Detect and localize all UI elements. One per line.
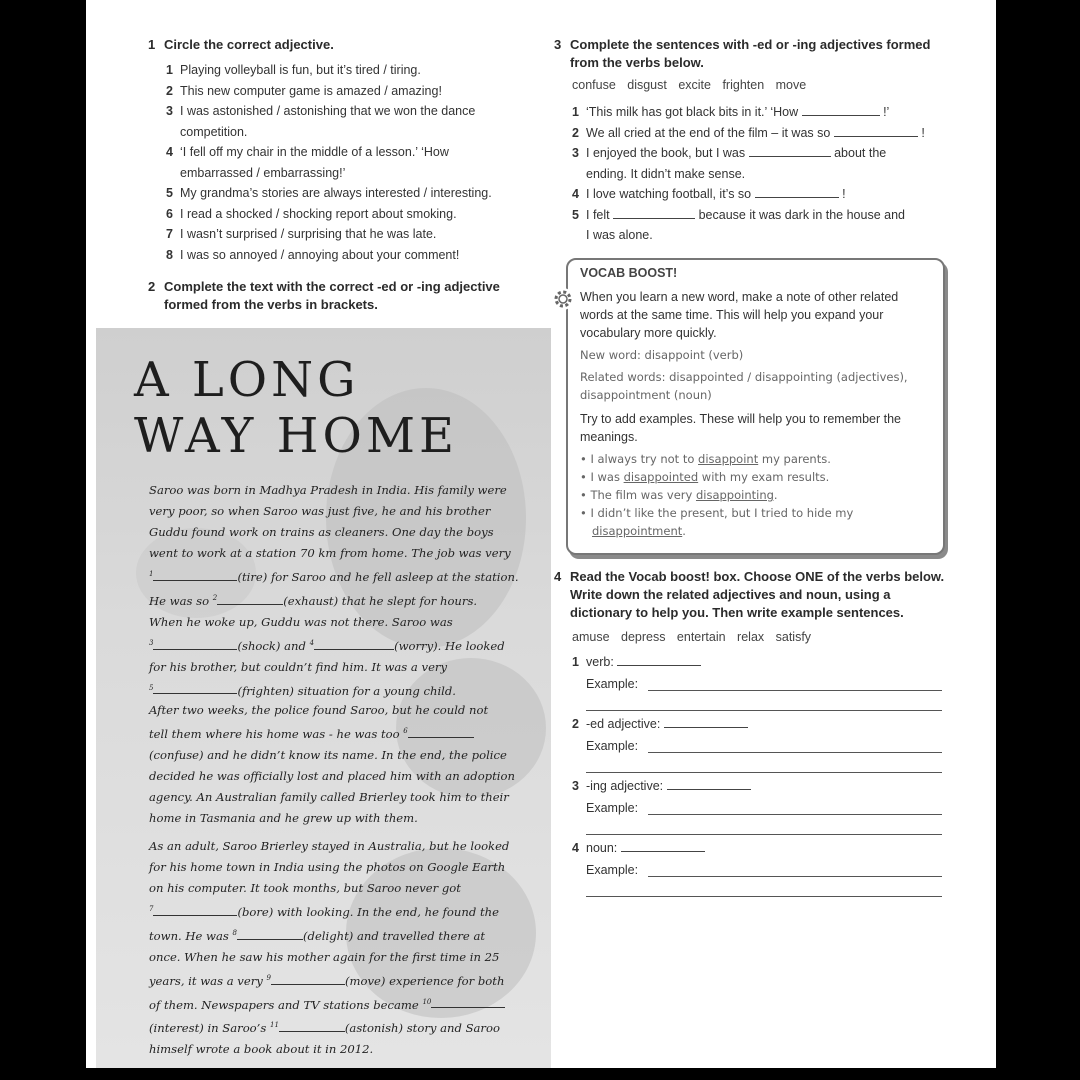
vocab-example: • I was disappointed with my exam results. (580, 470, 830, 484)
example-label: Example: (586, 863, 639, 877)
example-label: Example: (586, 739, 639, 753)
vocab-related-words: Related words: disappointed / disappointing (adjectives), disappointment (noun) (580, 370, 908, 402)
answer-gap[interactable] (271, 973, 345, 985)
ex3-item: 5 I felt because it was dark in the house and (572, 207, 905, 222)
exercise-3-verbs: confuse disgust excite frighten move (572, 78, 807, 92)
answer-line[interactable] (586, 834, 942, 835)
answer-gap[interactable] (834, 124, 918, 137)
ex1-item: 5 My grandma’s stories are always interested / interesting. (166, 186, 492, 200)
ex1-item: 1 Playing volleyball is fun, but it’s tired / tiring. (166, 63, 421, 77)
answer-line[interactable] (648, 876, 942, 877)
ex1-item: 4 ‘I fell off my chair in the middle of a lesson.’ ‘How (166, 145, 449, 159)
exercise-2-title: 2 Complete the text with the correct -ed or -ing adjective formed from the verbs in brackets. (148, 279, 500, 312)
vocab-example: • I didn’t like the present, but I tried to hide my (580, 506, 854, 520)
story-paragraph-2: After two weeks, the police found Saroo, but he could not tell them where his home was - he was too $^6$ (confuse) and he didn’t know its name. In the end, the police decided he was officially lost and placed him with an adoption agency. An Australian family called Brierley took him to their home in Tasmania and he grew up with them. (149, 703, 515, 825)
answer-gap[interactable] (755, 185, 839, 198)
answer-gap[interactable] (613, 206, 695, 219)
example-label: Example: (586, 677, 639, 691)
answer-gap[interactable] (749, 144, 831, 157)
ex1-item: 8 I was so annoyed / annoying about your comment! (166, 247, 460, 262)
example-label: Example: (586, 801, 639, 815)
ex1-item: 2 This new computer game is amazed / amazing! (166, 83, 442, 98)
answer-gap[interactable] (217, 593, 283, 605)
ex3-item: 3 I enjoyed the book, but I was about the (572, 146, 887, 160)
vocab-boost-box (566, 258, 945, 555)
ex1-item: 7 I wasn’t surprised / surprising that he was late. (166, 227, 437, 241)
ex3-item: ending. It didn’t make sense. (586, 166, 746, 181)
worksheet-page (86, 0, 996, 1068)
answer-gap[interactable] (153, 904, 237, 916)
ex4-item: 3 -ing adjective: (572, 776, 751, 797)
answer-line[interactable] (648, 690, 942, 691)
ex3-item: 2 We all cried at the end of the film – it was so ! (572, 125, 925, 140)
vocab-example: • I always try not to disappoint my parents. (580, 452, 831, 466)
answer-gap[interactable] (802, 103, 880, 116)
vocab-example-list: • I always try not to disappoint my parents. • I was disappointed with my exam results. • The film was very disappointing. • I didn’t like the present, but I tried to hide my disappointment. (580, 450, 935, 540)
answer-gap[interactable] (279, 1020, 345, 1032)
answer-line[interactable] (586, 896, 942, 897)
gear-icon (552, 288, 574, 310)
exercise-4-verbs: amuse depress entertain relax satisfy (572, 630, 812, 644)
answer-gap[interactable] (664, 715, 748, 728)
vocab-boost-title: VOCAB BOOST! (580, 266, 678, 280)
ex4-item: 2 -ed adjective: (572, 714, 748, 735)
exercise-4-list (572, 652, 952, 902)
ex3-item: 4 I love watching football, it’s so ! (572, 187, 846, 201)
story-title: A LONG WAY HOME (134, 352, 459, 464)
ex3-item: I was alone. (586, 228, 653, 242)
ex3-item: 1 ‘This milk has got black bits in it.’ ‘How !’ (572, 105, 890, 119)
answer-gap[interactable] (431, 996, 505, 1008)
ex4-item: 4 noun: (572, 838, 705, 859)
vocab-example: • The film was very disappointing. (580, 488, 778, 502)
answer-line[interactable] (586, 772, 942, 773)
vocab-intro: When you learn a new word, make a note of other related words at the same time. This will help you expand your vocabulary more quickly. (580, 290, 899, 340)
answer-gap[interactable] (408, 726, 474, 738)
answer-gap[interactable] (153, 682, 237, 694)
answer-line[interactable] (648, 814, 942, 815)
answer-gap[interactable] (621, 839, 705, 852)
answer-gap[interactable] (314, 638, 394, 650)
exercise-3-list (572, 102, 952, 246)
answer-gap[interactable] (617, 653, 701, 666)
exercise-1-list (166, 60, 546, 265)
exercise-3-title: 3 Complete the sentences with -ed or -ing adjectives formed from the verbs below. (554, 37, 931, 70)
answer-gap[interactable] (153, 638, 237, 650)
exercise-4-title: 4 Read the Vocab boost! box. Choose ONE of the verbs below. Write down the related adjectives and noun, using a dictionary to help you. Then write example sentences. (554, 569, 945, 620)
ex1-item: competition. (180, 124, 248, 139)
vocab-new-word: New word: disappoint (verb) (580, 348, 744, 362)
vocab-try-examples: Try to add examples. These will help you to remember the meanings. (580, 412, 901, 444)
ex1-item: 3 I was astonished / astonishing that we won the dance (166, 104, 476, 118)
answer-line[interactable] (586, 710, 942, 711)
ex1-item: 6 I read a shocked / shocking report about smoking. (166, 206, 457, 221)
story-paragraph-1: Saroo was born in Madhya Pradesh in India. His family were very poor, so when Saroo was just five, he and his brother Guddu found work on trains as cleaners. One day the boys went to work at a station 70 km from home. The job was very $^1$ (tire) for Saroo and he fell asleep at the station. He was so $^2$ (exhaust) that he slept for hours. When he woke up, Guddu was not there. Saroo was $^3$ (shock) and $^4$ (worry). He looked for his brother, but couldn’t find him. It was a very $^5$ (frighten) situation for a young child. (149, 483, 519, 698)
answer-gap[interactable] (667, 777, 751, 790)
ex1-item: embarrassed / embarrassing!’ (180, 165, 346, 180)
answer-gap[interactable] (153, 569, 237, 581)
story-paragraph-3: As an adult, Saroo Brierley stayed in Australia, but he looked for his home town in India using the photos on Google Earth on his computer. It took months, but Saroo never got $^7$ (bore) with looking. In the end, he found the town. He was $^8$ (delight) and travelled there at once. When he saw his mother again for the first time in 25 years, it was a very $^9$ (move) experience for both of them. Newspapers and TV stations became $^{10}$ (interest) in Saroo’s $^{11}$ (astonish) story and Saroo himself wrote a book about it in 2012. (149, 839, 510, 1057)
answer-gap[interactable] (237, 928, 303, 940)
ex4-item: 1 verb: (572, 652, 701, 673)
answer-line[interactable] (648, 752, 942, 753)
exercise-1-title: 1 Circle the correct adjective. (148, 37, 334, 52)
